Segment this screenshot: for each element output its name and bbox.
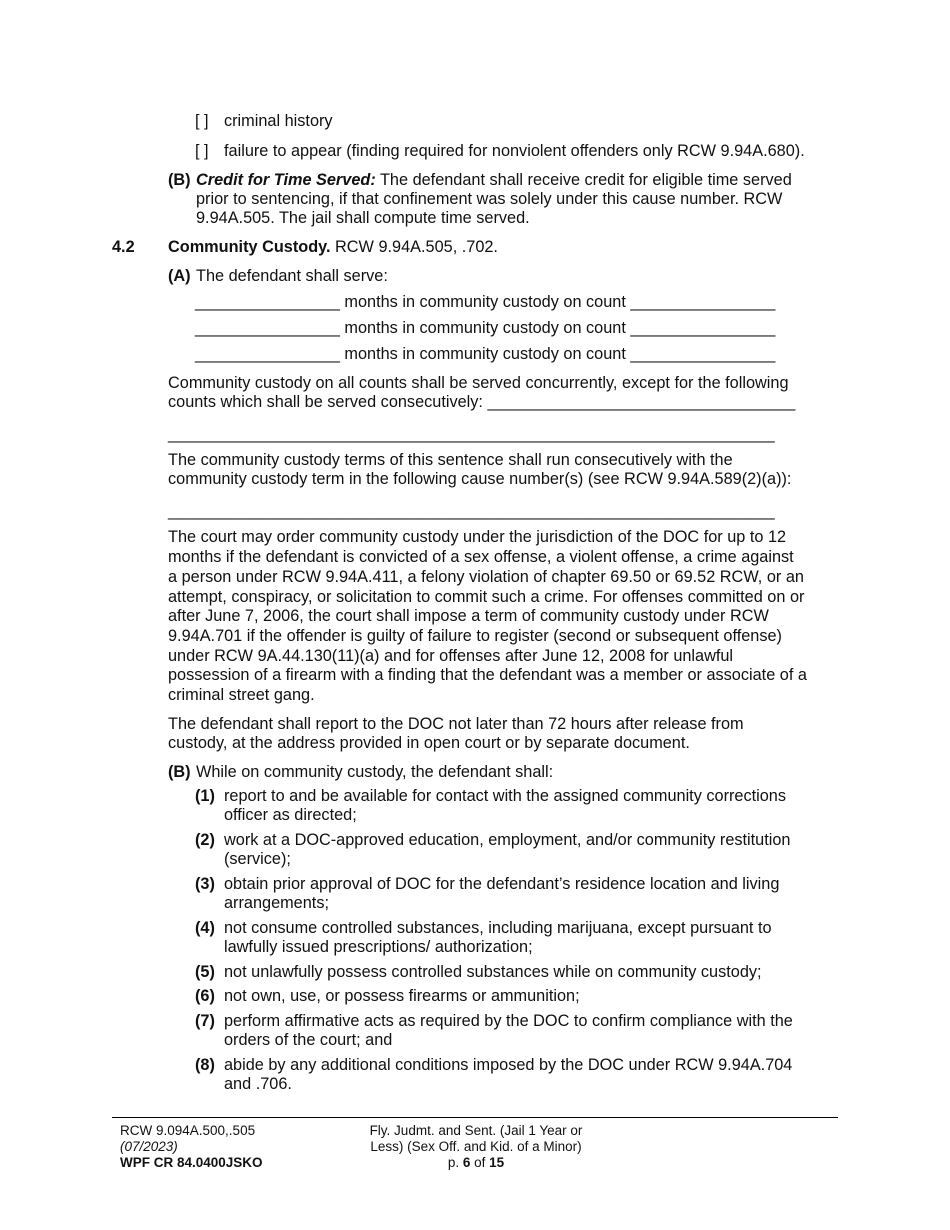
condition-text: abide by any additional conditions imposed by the DOC under RCW 9.94A.704 [224,1056,793,1074]
condition-text: not own, use, or possess firearms or ammunition; [224,987,580,1005]
condition-text-cont: and .706. [224,1075,292,1093]
subsection-label: (B) [168,763,191,781]
concurrent-line1: Community custody on all counts shall be served concurrently, except for the following [168,374,789,392]
court-may-line: after June 7, 2006, the court shall impose a term of community custody under RCW [168,607,769,625]
serve-text: The defendant shall serve: [196,267,388,285]
footer-title-line2: Less) (Sex Off. and Kid. of a Minor) [370,1139,582,1154]
condition-number: (3) [195,875,215,893]
condition-text: not consume controlled substances, including marijuana, except pursuant to [224,919,772,937]
custody-row-text: months in community custody on count [344,345,626,363]
custody-row [195,345,775,365]
condition-text-cont: officer as directed; [224,806,357,824]
report-line2: custody, at the address provided in open court or by separate document. [168,734,690,752]
consecutive-line2: community custody term in the following cause number(s) (see RCW 9.94A.589(2)(a)): [168,470,792,488]
credit-text-line3: 9.94A.505. The jail shall compute time served. [196,209,530,227]
condition-number: (7) [195,1012,215,1030]
checkbox[interactable]: [ ] [195,112,209,130]
page-indicator [346,1155,606,1171]
page-of: of [474,1155,486,1170]
court-may-line: 9.94A.701 if the offender is guilty of failure to register (second or subsequent offense) [168,627,782,645]
count-blank[interactable]: ________________ [630,319,776,337]
page-total: 15 [489,1155,505,1170]
concurrent-line2[interactable]: counts which shall be served consecutively: __________________________________ [168,393,796,411]
court-may-line: criminal street gang. [168,686,315,704]
condition-number: (2) [195,831,215,849]
credit-text-line1: The defendant shall receive credit for eligible time served [379,171,792,189]
custody-row [195,319,775,339]
court-may-line: The court may order community custody under the jurisdiction of the DOC for up to 12 [168,528,787,546]
months-blank[interactable]: ________________ [195,345,340,363]
condition-text: perform affirmative acts as required by the DOC to confirm compliance with the [224,1012,793,1030]
condition-number: (1) [195,787,215,805]
condition-number: (5) [195,963,215,981]
condition-text-cont: orders of the court; and [224,1031,393,1049]
footer-date: (07/2023) [120,1139,178,1154]
condition-number: (6) [195,987,215,1005]
condition-text: not unlawfully possess controlled substances while on community custody; [224,963,762,981]
report-line1: The defendant shall report to the DOC not later than 72 hours after release from [168,715,744,733]
condition-number: (4) [195,919,215,937]
consecutive-line1: The community custody terms of this sentence shall run consecutively with the [168,451,733,469]
court-may-line: months if the defendant is convicted of a sex offense, a violent offense, a crime against [168,548,794,566]
count-blank[interactable]: ________________ [630,345,776,363]
checkbox-label: failure to appear (finding required for nonviolent offenders only RCW 9.94A.680). [224,142,805,160]
condition-text: work at a DOC-approved education, employment, and/or community restitution [224,831,791,849]
condition-number: (8) [195,1056,215,1074]
custody-row-text: months in community custody on count [344,319,626,337]
subsection-label: (A) [168,267,191,285]
court-may-line: attempt, conspiracy, or solicitation to commit such a crime. For offenses committed on or [168,588,805,606]
custody-row [195,293,775,313]
section-ref: RCW 9.94A.505, .702. [335,238,498,256]
court-may-line: a person under RCW 9.94A.411, a felony violation of chapter 69.50 or 69.52 RCW, or an [168,568,804,586]
credit-text-line2: prior to sentencing, if that confinement was solely under this cause number. RCW [196,190,783,208]
section-title: Community Custody. [168,238,331,256]
checkbox[interactable]: [ ] [195,142,209,160]
footer-rcw: RCW 9.094A.500,.505 [120,1123,256,1138]
subsection-label: (B) [168,171,191,189]
consecutive-counts-blank[interactable]: ___________________________________________________________________ [168,425,775,443]
section-number: 4.2 [112,238,135,256]
condition-text-cont: arrangements; [224,894,329,912]
custody-row-text: months in community custody on count [344,293,626,311]
count-blank[interactable]: ________________ [630,293,776,311]
condition-text: report to and be available for contact with the assigned community corrections [224,787,786,805]
credit-title: Credit for Time Served: [196,171,376,189]
page-number: 6 [462,1155,471,1170]
condition-text-cont: (service); [224,850,291,868]
court-may-line: under RCW 9A.44.130(11)(a) and for offenses after June 12, 2008 for unlawful [168,647,734,665]
condition-text: obtain prior approval of DOC for the defendant’s residence location and living [224,875,780,893]
cause-number-blank[interactable]: ___________________________________________________________________ [168,502,775,520]
footer-form-number: WPF CR 84.0400JSKO [120,1155,263,1170]
conditions-text: While on community custody, the defendant shall: [196,763,554,781]
condition-text-cont: lawfully issued prescriptions/ authorization; [224,938,533,956]
months-blank[interactable]: ________________ [195,319,340,337]
court-may-line: possession of a firearm with a finding that the defendant was a member or associate of a [168,666,807,684]
months-blank[interactable]: ________________ [195,293,340,311]
footer-divider [112,1117,838,1118]
checkbox-label: criminal history [224,112,333,130]
page-prefix: p. [447,1155,460,1170]
footer-title-line1: Fly. Judmt. and Sent. (Jail 1 Year or [369,1123,583,1138]
